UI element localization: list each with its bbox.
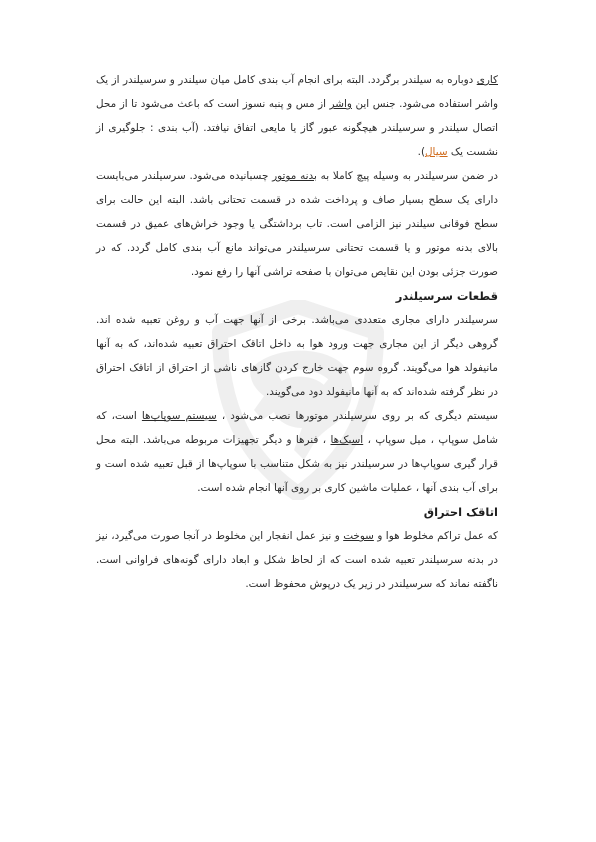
paragraph-4-text-a: سیستم دیگری که بر روی سرسیلندر موتورها نصب می‌شود ،	[216, 410, 498, 422]
paragraph-2-text-a: در ضمن سرسیلندر به وسیله پیچ کاملا به	[316, 170, 499, 182]
section-heading-cylinder-head-parts: قطعات سرسیلندر	[395, 289, 498, 303]
link-valve-system[interactable]: سیستم سوپاپ‌ها	[141, 410, 217, 422]
paragraph-5-text-b: و نیز عمل انفجار این مخلوط در آنجا صورت می‌گیرد، نیز در بدنه سرسیلندر تعبیه شده است که از لحاظ شکل و ابعاد دارای گونه‌های فراوانی است. ناگفته نماند که سرسیلندر در زیر یک درپوش محفوظ است.	[96, 530, 498, 590]
link-fluid[interactable]: سیال	[425, 146, 448, 158]
paragraph-5	[96, 524, 498, 596]
paragraph-2	[96, 164, 498, 284]
document-body	[96, 68, 498, 596]
link-engine-block[interactable]: بدنه موتور	[272, 170, 317, 182]
link-kari[interactable]: کاری	[476, 74, 498, 86]
link-fuel[interactable]: سوخت	[343, 530, 374, 542]
paragraph-5-text-a: که عمل تراکم مخلوط هوا و	[373, 530, 498, 542]
link-rocker-arms[interactable]: اسبک‌ها	[330, 434, 364, 446]
link-washer[interactable]: واشر	[329, 98, 352, 110]
paragraph-3: سرسیلندر دارای مجاری متعددی می‌باشد. برخی از آنها جهت آب و روغن تعبیه شده اند. گروهی دیگر از این مجاری جهت ورود هوا به داخل اتاقک احتراق تعبیه شده‌اند، که به آنها مانیفولد هوا می‌گویند. گروه سوم جهت خارج کردن گازهای ناشی از احتراق از اتاقک احتراق در نظر گرفته شده‌اند که به آنها مانیفولد دود می‌گویند.	[96, 314, 498, 398]
paragraph-4-text-b: است، که شامل سوپاپ ، میل سوپاپ ،	[96, 410, 498, 446]
paragraph-4	[96, 404, 498, 500]
paragraph-1-text-c: ).	[417, 146, 425, 158]
paragraph-4-text-c: ، فنرها و دیگر تجهیزات مربوطه می‌باشد. البته محل قرار گیری سوپاپ‌ها در سرسیلندر نیز به شکل متناسب با سوپاپ‌ها از قبل تعبیه شده است و برای آب بندی آنها ، عملیات ماشین کاری بر روی آنها انجام شده است.	[96, 434, 498, 494]
paragraph-1	[96, 68, 498, 164]
paragraph-1-text-a: دوباره به سیلندر برگردد. البته برای انجام آب بندی کامل میان سیلندر و سرسیلندر از یک واشر استفاده می‌شود. جنس این	[96, 74, 498, 110]
paragraph-1-text-b: از مس و پنبه نسوز است که باعث می‌شود تا از محل اتصال سیلندر و سرسیلندر هیچگونه عبور گاز یا مایعی اتفاق نیافتد. (آب بندی : جلوگیری از نشست یک	[96, 98, 498, 158]
section-heading-combustion-chamber: اتاقک احتراق	[423, 505, 498, 519]
paragraph-2-text-b: چسبانیده می‌شود. سرسیلندر می‌بایست دارای یک سطح بسیار صاف و پرداخت شده در قسمت تحتانی باشد. البته این حالت برای سطح فوقانی سیلندر نیز الزامی است. تاب برداشتگی یا وجود خراش‌های عمیق در قسمت بالای بدنه موتور و یا قسمت تحتانی سرسیلندر می‌تواند مانع آب بندی کامل گردد. که در صورت جزئی بودن این نقایص می‌توان با صفحه تراشی آنها را رفع نمود.	[96, 170, 498, 278]
